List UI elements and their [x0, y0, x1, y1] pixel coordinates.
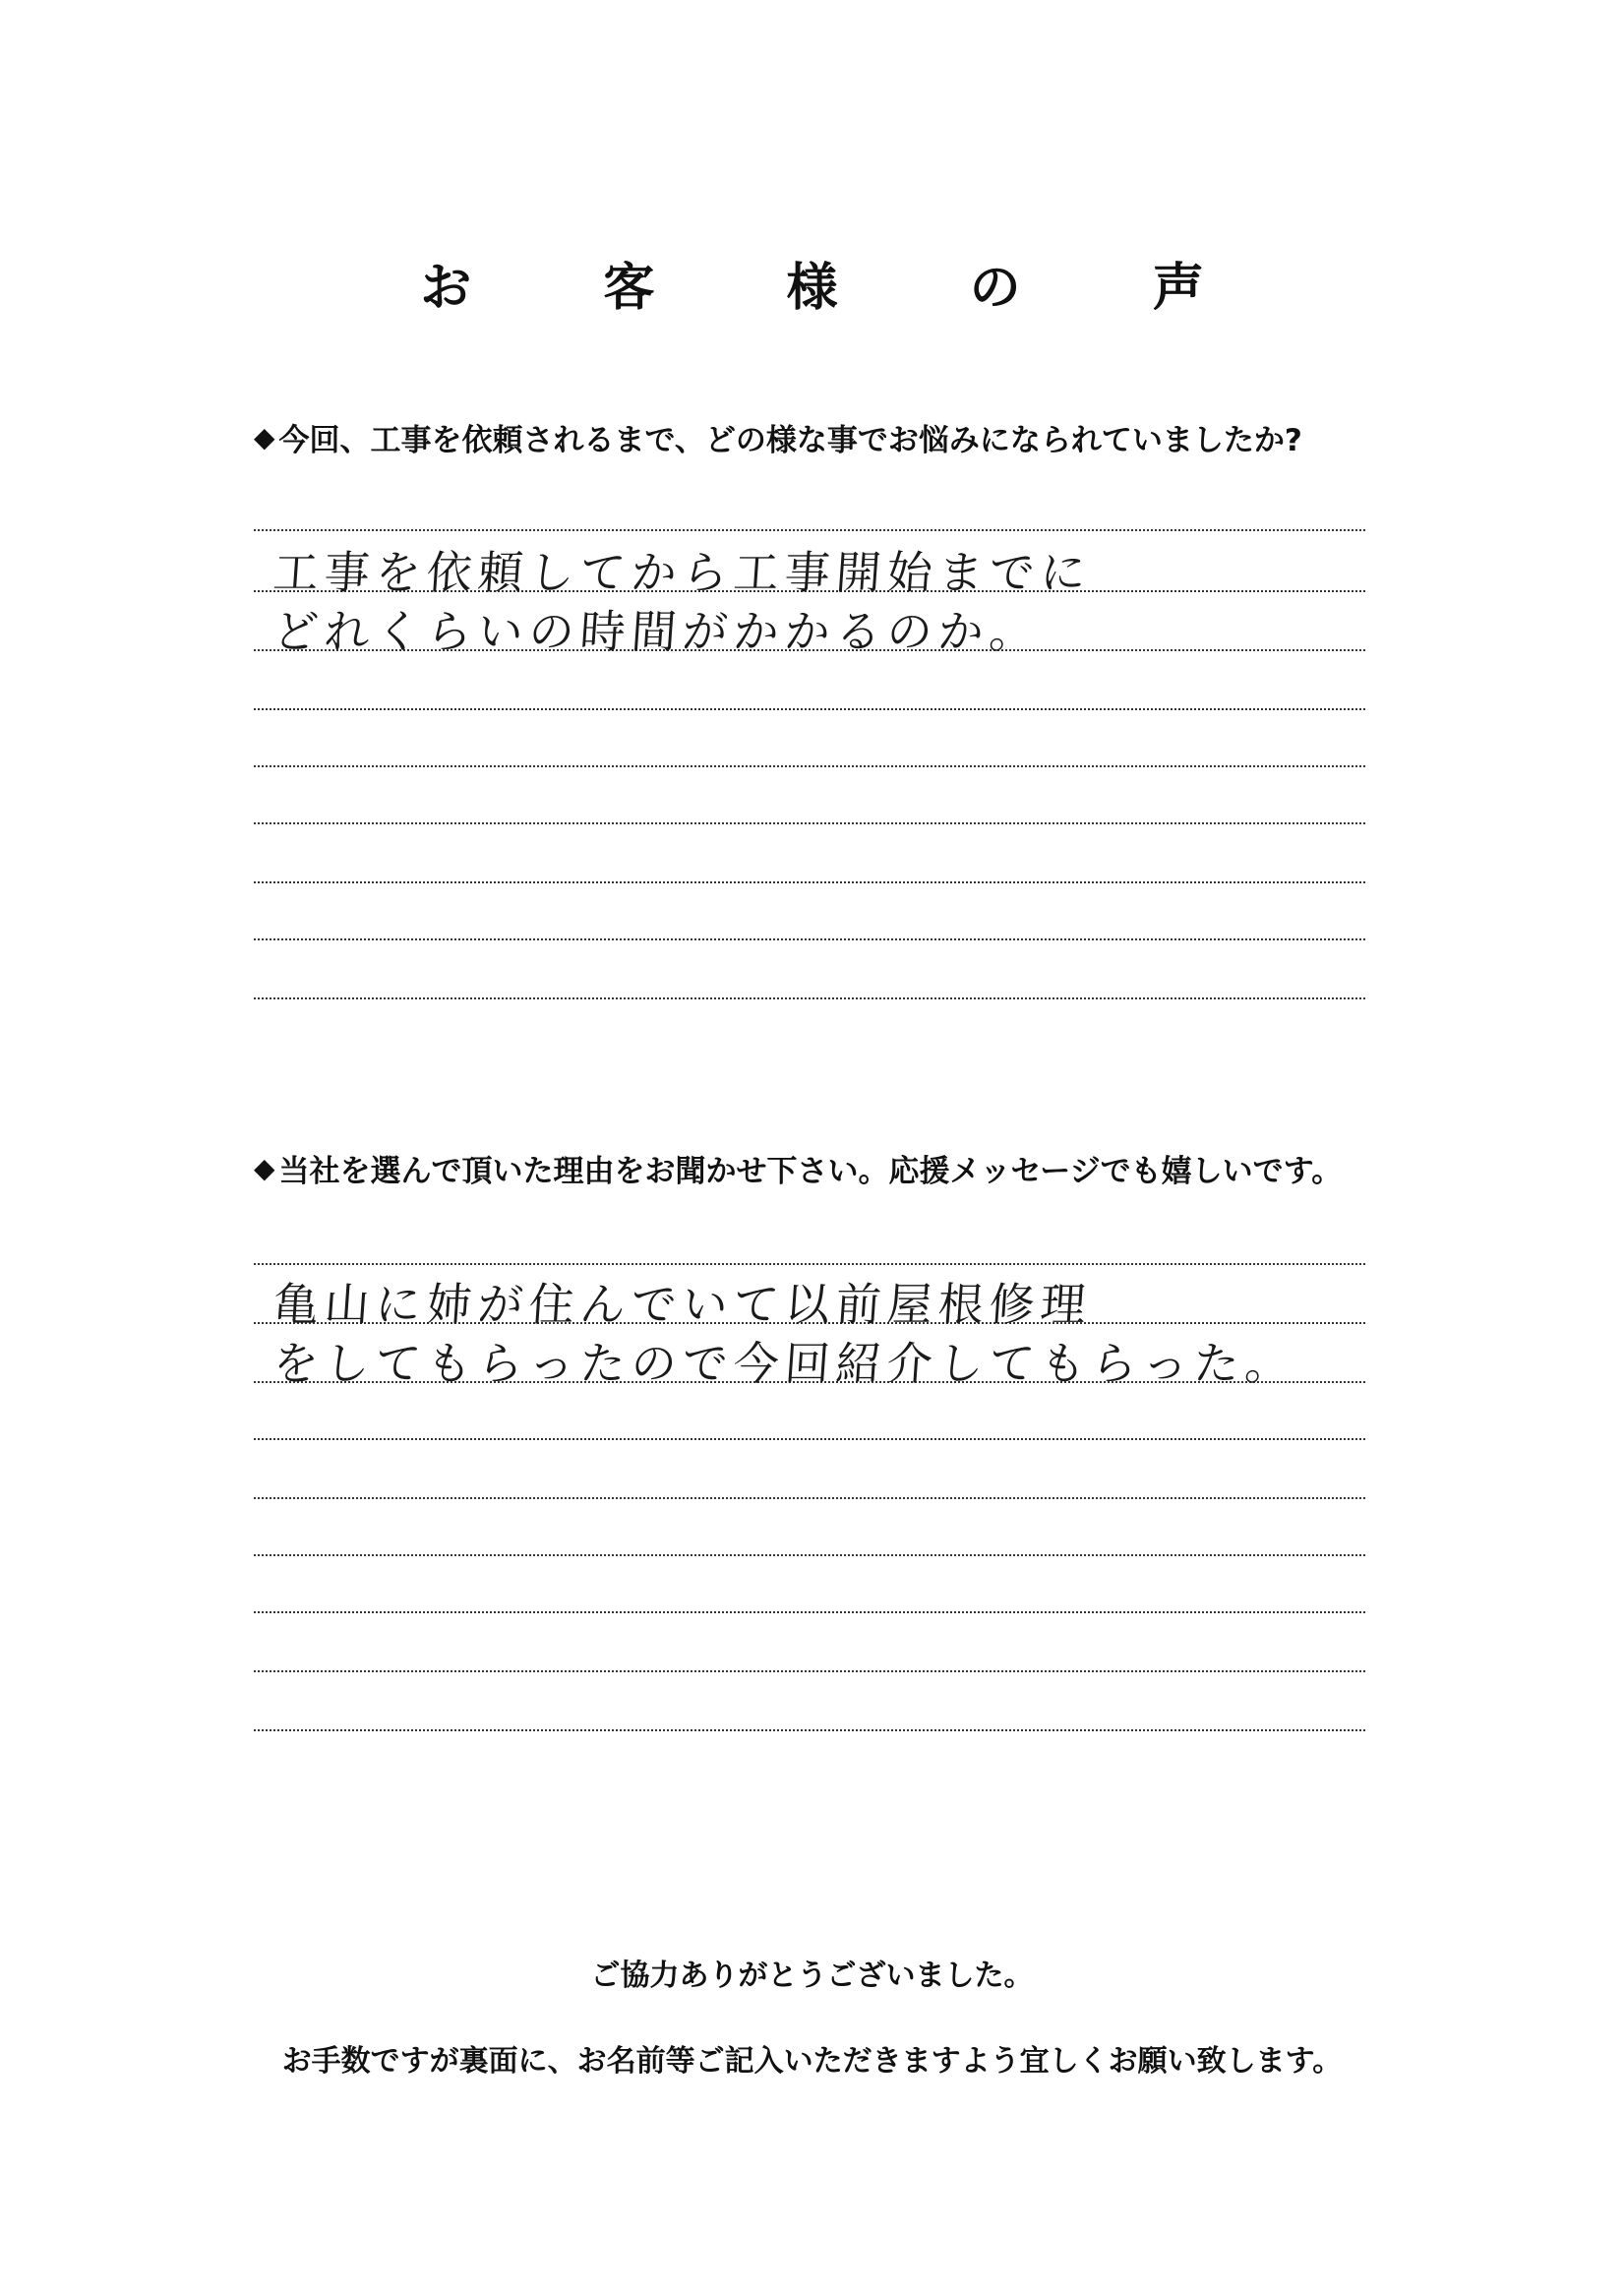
ruled-line	[254, 1554, 1365, 1556]
ruled-line	[254, 708, 1365, 710]
ruled-line	[254, 529, 1365, 531]
ruled-line	[254, 997, 1365, 999]
ruled-line	[254, 1670, 1365, 1672]
handwritten-answer-line: 工事を依頼してから工事開始までに	[271, 546, 1094, 599]
ruled-line	[254, 1729, 1365, 1731]
question-1	[254, 415, 1302, 459]
page-title: お 客 様 の 声	[420, 259, 1261, 318]
question-2-text: 当社を選んで頂いた理由をお聞かせ下さい。応援メッセージでも嬉しいです。	[278, 1154, 1343, 1189]
handwritten-answer-line: をしてもらったので今回紹介してもらった。	[271, 1337, 1298, 1390]
ruled-line	[254, 881, 1365, 883]
ruled-line	[254, 1263, 1365, 1265]
handwritten-answer-line: 亀山に姉が住んでいて以前屋根修理	[271, 1278, 1094, 1331]
handwritten-answer-line: どれくらいの時間がかかるのか。	[271, 605, 1043, 658]
thanks-message: ご協力ありがとうございました。	[590, 1959, 1034, 1993]
question-2	[254, 1146, 1342, 1190]
ruled-line	[254, 1497, 1365, 1499]
ruled-line	[254, 765, 1365, 767]
question-1-text: 今回、工事を依頼されるまで、どの様な事でお悩みになられていましたか?	[278, 423, 1302, 458]
diamond-bullet-icon: ◆	[254, 421, 275, 453]
ruled-line	[254, 1438, 1365, 1440]
diamond-bullet-icon: ◆	[254, 1152, 275, 1184]
ruled-line	[254, 1611, 1365, 1613]
ruled-line	[254, 938, 1365, 940]
request-message: お手数ですが裏面に、お名前等ご記入いただきますよう宜しくお願い致します。	[281, 2044, 1343, 2079]
ruled-line	[254, 822, 1365, 824]
